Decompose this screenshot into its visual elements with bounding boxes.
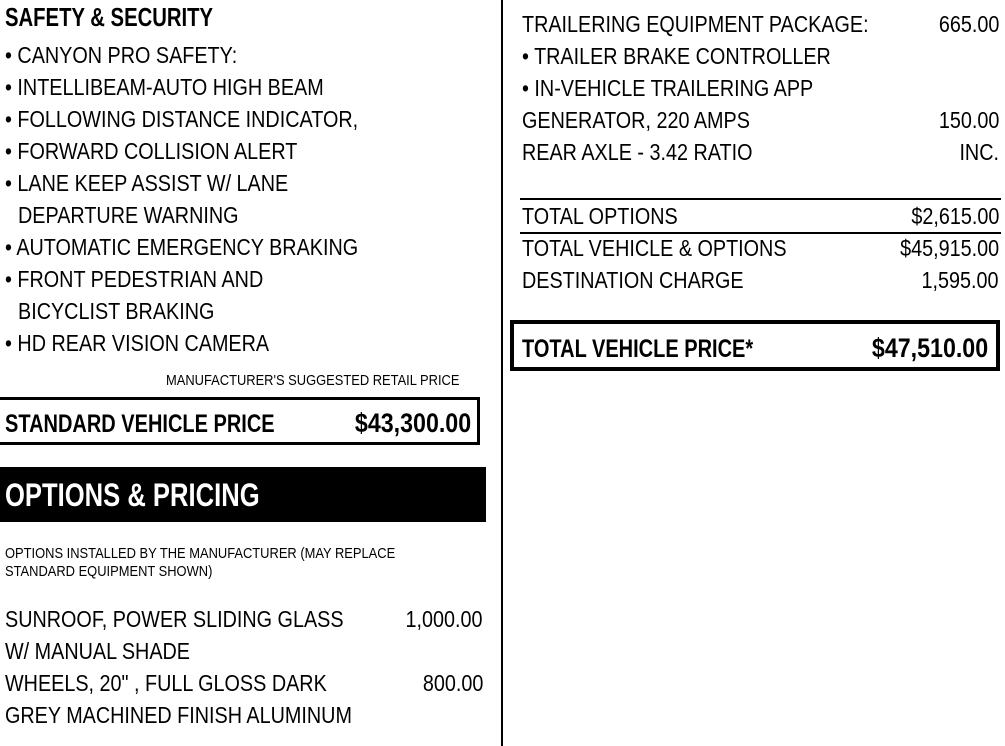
- safety-line: • FORWARD COLLISION ALERT: [5, 138, 298, 164]
- standard-price-label: STANDARD VEHICLE PRICE: [5, 410, 275, 438]
- option-price: 150.00: [938, 107, 999, 133]
- safety-line: • FOLLOWING DISTANCE INDICATOR,: [5, 106, 359, 132]
- safety-section-title: SAFETY & SECURITY: [5, 2, 214, 32]
- total-value: $45,915.00: [899, 235, 999, 261]
- option-line: • IN-VEHICLE TRAILERING APP: [522, 75, 814, 101]
- option-price: 800.00: [422, 670, 483, 696]
- option-line: GREY MACHINED FINISH ALUMINUM: [5, 702, 352, 728]
- safety-line: • CANYON PRO SAFETY:: [5, 42, 238, 68]
- total-value: $2,615.00: [910, 203, 999, 229]
- safety-line: • AUTOMATIC EMERGENCY BRAKING: [5, 234, 359, 260]
- option-line: REAR AXLE - 3.42 RATIO: [522, 139, 753, 165]
- standard-price-value: $43,300.00: [354, 408, 471, 438]
- safety-line: • INTELLIBEAM-AUTO HIGH BEAM: [5, 74, 324, 100]
- total-label: TOTAL OPTIONS: [522, 203, 678, 229]
- total-vehicle-price-box: [510, 320, 1000, 371]
- option-line: WHEELS, 20" , FULL GLOSS DARK: [5, 670, 327, 696]
- options-banner: [0, 467, 486, 522]
- left-column: [0, 0, 500, 746]
- options-title: OPTIONS & PRICING: [5, 477, 260, 513]
- total-label: DESTINATION CHARGE: [522, 267, 744, 293]
- option-price: INC.: [959, 139, 999, 165]
- right-column: [503, 0, 1005, 746]
- safety-line: • LANE KEEP ASSIST W/ LANE: [5, 170, 289, 196]
- option-line: W/ MANUAL SHADE: [5, 638, 191, 664]
- safety-line: • HD REAR VISION CAMERA: [5, 330, 270, 356]
- safety-line: DEPARTURE WARNING: [18, 202, 239, 228]
- options-note: OPTIONS INSTALLED BY THE MANUFACTURER (MAY REPLACE STANDARD EQUIPMENT SHOWN): [5, 545, 396, 580]
- totals-rule: [520, 198, 1001, 200]
- safety-line: • FRONT PEDESTRIAN AND: [5, 266, 264, 292]
- option-line: • TRAILER BRAKE CONTROLLER: [522, 43, 831, 69]
- option-line: GENERATOR, 220 AMPS: [522, 107, 750, 133]
- total-vehicle-price-value: $47,510.00: [871, 333, 988, 363]
- option-price: 1,000.00: [406, 606, 483, 632]
- option-line: SUNROOF, POWER SLIDING GLASS: [5, 606, 344, 632]
- totals-rule: [520, 232, 1001, 234]
- option-price: 665.00: [938, 11, 999, 37]
- safety-line: BICYCLIST BRAKING: [18, 298, 215, 324]
- total-label: TOTAL VEHICLE & OPTIONS: [522, 235, 787, 261]
- standard-price-box: [0, 397, 480, 445]
- total-vehicle-price-label: TOTAL VEHICLE PRICE*: [522, 335, 754, 363]
- total-value: 1,595.00: [922, 267, 999, 293]
- option-line: TRAILERING EQUIPMENT PACKAGE:: [522, 11, 869, 37]
- msrp-label: MANUFACTURER'S SUGGESTED RETAIL PRICE: [166, 372, 460, 389]
